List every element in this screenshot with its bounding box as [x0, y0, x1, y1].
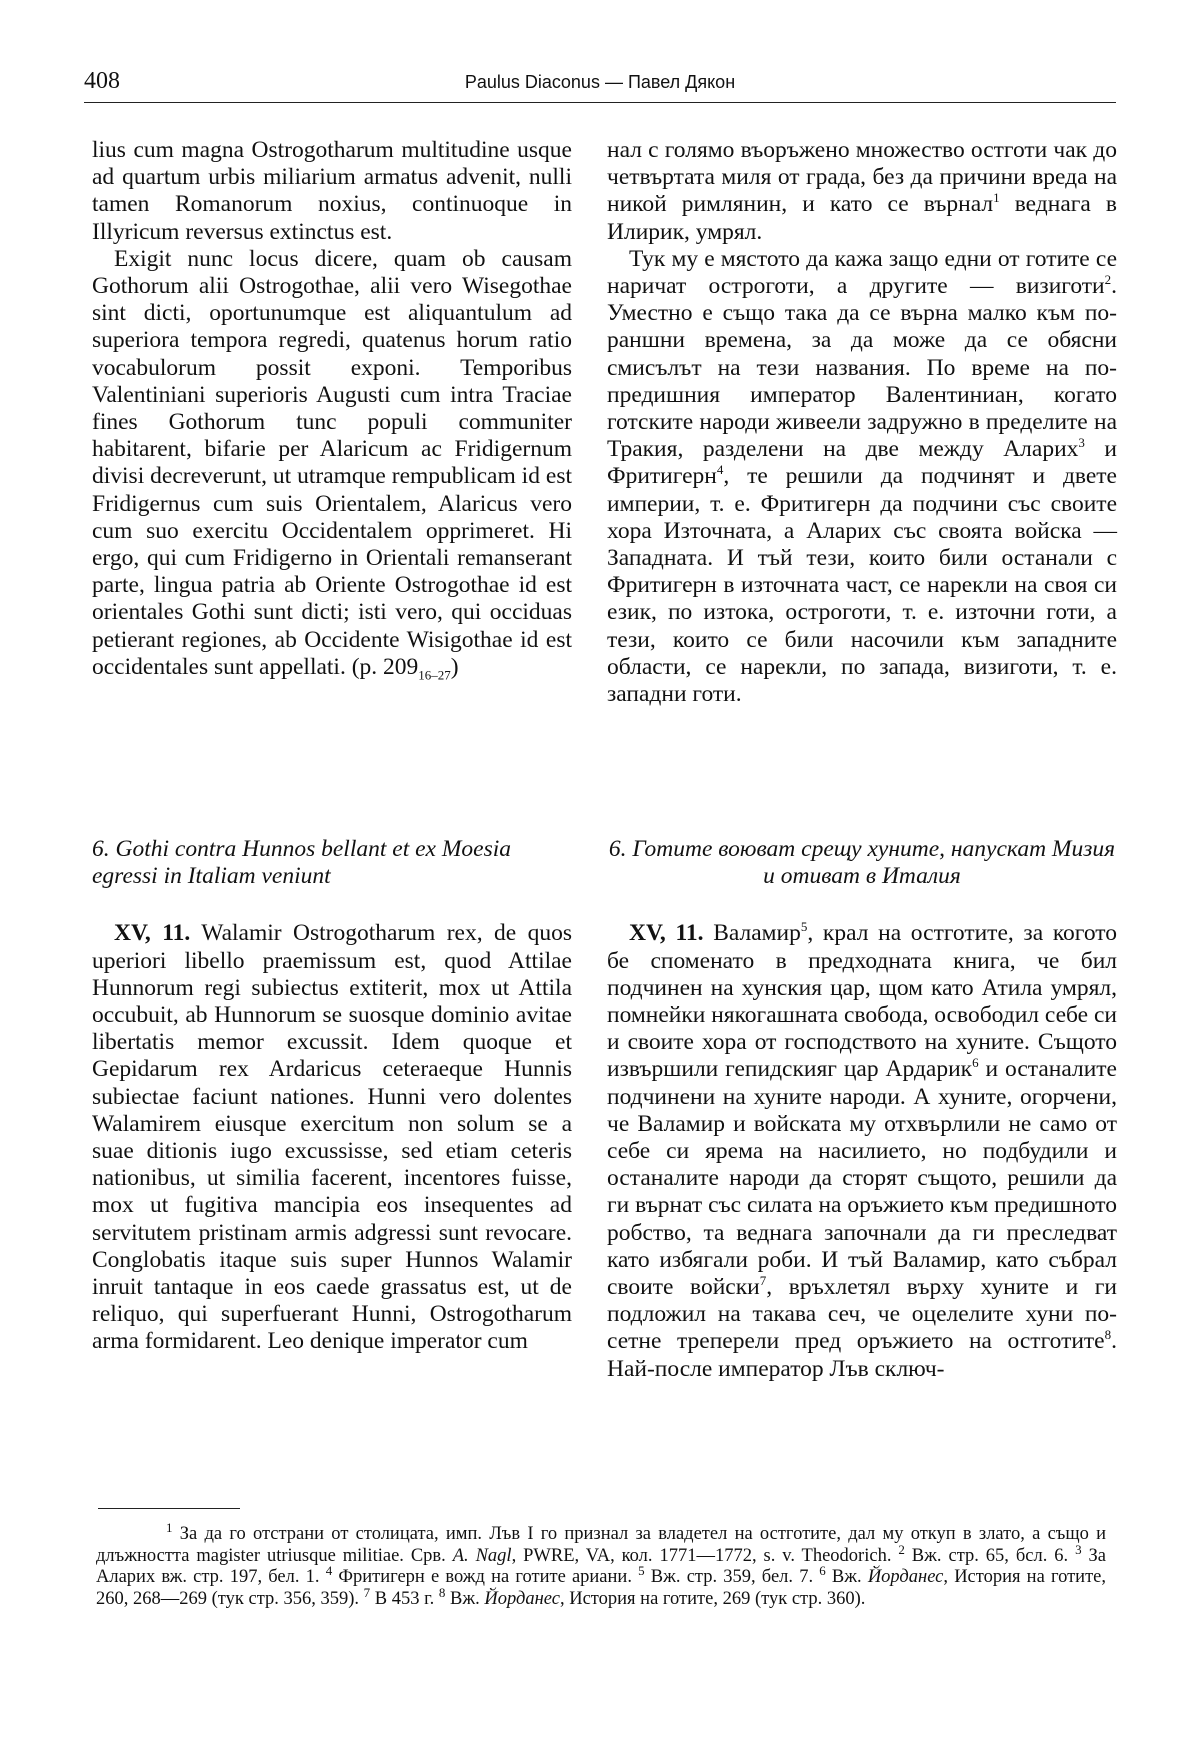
footnote-marker: 1: [993, 190, 1000, 206]
footnote-marker: 3: [1078, 435, 1085, 451]
page-header: [84, 68, 1116, 103]
footnote-divider: [98, 1508, 240, 1509]
translation-paragraph: нал с голямо въоръжено множество остготи чак до четвъртата миля от града, без да причини вреда на никой римлянин, и като се върнал$^1$ веднага в Илирик, умрял.: [607, 137, 1117, 245]
footnote-marker: 6: [972, 1055, 979, 1071]
translation-column-section: [607, 836, 1117, 1383]
footnote-marker: 7: [759, 1273, 767, 1289]
chapter-reference: XV, 11.: [114, 920, 191, 947]
footnotes: [96, 1519, 1107, 1610]
section-title-translation: 6. Готите воюват срещу хуните, напускат Мизия и отиват в Италия: [608, 836, 1116, 890]
footnote-marker: 5: [800, 919, 808, 935]
chapter-reference: XV, 11.: [629, 920, 704, 947]
footnote-marker: 8: [1104, 1327, 1112, 1343]
footnote-text: $^1$ За да го отстрани от столицата, имп. Лъв I го признал за владетел на остготите, дал му откуп в злато, а също и длъжността magister utriusque militiae. Срв. A. Nagl, PWRE, VA, кол. 1771—1772, s. v. Theodorich. $^2$ Вж. стр. 65, бсл. 6. $^3$ За Аларих вж. стр. 197, бел. 1. $^4$ Фритигерн е вожд на готите ариани. $^5$ Вж. стр. 359, бел. 7. $^6$ Вж. Йорданес, История на готите, 260, 268—269 (тук стр. 356, 359). $^7$ В 453 г. $^8$ Вж. Йорданес, История на готите, 269 (тук стр. 360).: [96, 1519, 1107, 1609]
latin-paragraph-text: Exigit nunc locus dicere, quam ob causam Gothorum alii Ostrogothae, alii vero Wisegothae sint dicti, oportunumque est aliquantulum ad superiora tempora regredi, quatenus horum ratio vocabulorum possit exponi. Temporibus Valentiniani superioris Augusti cum intra Traciae fines Gothorum tunc populi communiter habitarent, bifarie per Alaricum ac Fridigernum divisi decreverunt, ut utramque rempublicam id est Fridigernus cum suis Orientalem, Alaricus vero cum suo exercitu Occidentalem opprimeret. Hi ergo, qui cum Fridigerno in Orientali remanserant parte, lingua patria ab Oriente Ostrogothae id est orientales Gothi sunt dicti; isti vero, qui occiduas petierant regiones, ab Occidente Wisigothae id est occidentales sunt appellati.: [92, 245, 572, 680]
latin-paragraph: XV, 11. Walamir Ostrogotharum rex, de quos uperiori libello praemissum est, quod Attilae Hunnorum regi subiectus extiterit, mox ut Attila occubuit, ab Hunnorum se suosque dominio avitae libertatis memor excussit. Idem quoque et Gepidarum rex Ardaricus ceteraeque Hunnis subiectae faciunt nationes. Hunni vero dolentes Walamirem eiusque exercitum non solum se a suae ditionis iugo excussisse, sed etiam ceteris nationibus, ut similia facerent, incentores fuisse, mox ut fugitiva mancipia eos insequentes ad servitutem pristinam armis adgressi sunt revocare. Conglobatis itaque suis super Hunnos Walamir inruit tantaque in eos caede grassatus est, ut de reliquo, qui superfuerant Hunni, Ostrogotharum arma formidarent. Leo denique imperator cum: [92, 920, 572, 1355]
latin-paragraph: lius cum magna Ostrogotharum multitudine usque ad quartum urbis miliarium armatus advenit, nulli tamen Romanorum noxius, continuoque in Illyricum reversus extinctus est.: [92, 137, 572, 245]
section-title-latin: 6. Gothi contra Hunnos bellant et ex Moesia egressi in Italiam veniunt: [92, 836, 512, 890]
latin-column-section: [92, 836, 572, 1356]
footnote-marker: 4: [716, 462, 724, 478]
translation-column-top: [607, 137, 1117, 708]
translation-paragraph: XV, 11. Валамир$^5$, крал на остготите, за когото бе споменато в предходната книга, че бил подчинен на хунския цар, щом като Атила умрял, помнейки някогашната свобода, освободил себе си и своите хора от господството на хуните. Същото извършили гепидскияг цар Ардарик$^6$ и останалите подчинени на хуните народи. А хуните, огорчени, че Валамир и войската му отхвърлили не само от себе си ярема на насилието, но подбудили и останалите народи да сторят същото, решили да ги върнат със силата на оръжието към предишното робство, та веднага започнали да ги преследват като избягали роби. И тъй Валамир, като събрал своите войски$^7$, връхлетял върху хуните и ги подложил на такава сеч, че оцелелите хуни по-сетне треперели пред оръжието на остготите$^8$. Най-после император Лъв сключ-: [607, 919, 1118, 1382]
page-number: 408: [84, 68, 120, 94]
latin-column-top: [92, 137, 572, 681]
running-title: Paulus Diaconus — Павел Дякон: [464, 72, 736, 92]
translation-paragraph: Тук му е мястото да кажа защо едни от готите се наричат остроготи, а другите — визиготи$^2$. Уместно е също така да се върна малко към по-раншни времена, за да може да се обясни смисълът на тези названия. По време на по-предишния император Валентиниан, когато готските народи живеели задружно в пределите на Тракия, разделени на две между Аларих$^3$ и Фритигерн$^4$, те решили да подчинят и двете империи, т. е. Фритигерн да подчини със своите хора Източната, а Аларих със своята войска — Западната. И тъй тези, които били останали с Фритигерн в източната част, се нарекли на своя си език, по изтока, остроготи, т. е. източни готи, а тези, които се били насочили към западните области, се нарекли, по запада, визиготи, т. е. западни готи.: [607, 245, 1118, 708]
latin-paragraph: [92, 246, 572, 681]
source-reference: (p. $209_{16-27}$): [351, 653, 459, 683]
footnote-marker: 2: [1104, 272, 1112, 288]
